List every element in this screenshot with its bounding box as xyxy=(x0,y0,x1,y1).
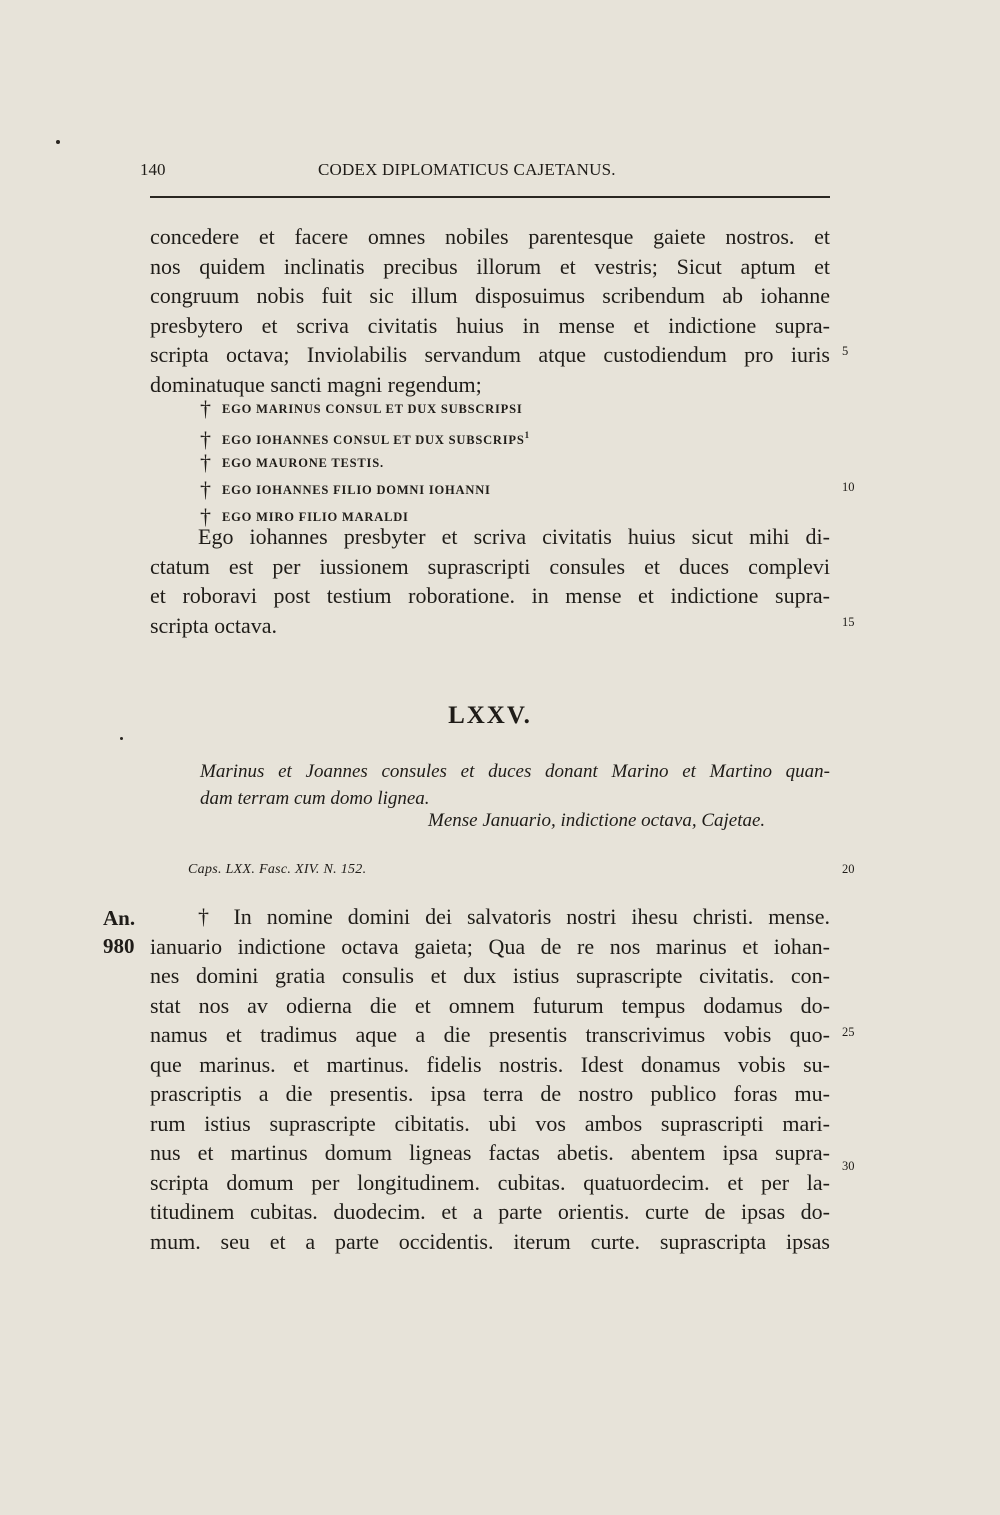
text-line: et roboravi post testium roboratione. in mense et indictione supra- xyxy=(150,583,830,608)
document-number: LXXV. xyxy=(448,702,532,729)
running-title: CODEX DIPLOMATICUS CAJETANUS. xyxy=(318,160,616,179)
margin-year-prefix: An. xyxy=(103,906,136,930)
charter-text-block-1 xyxy=(150,222,830,399)
cross-icon: † xyxy=(200,396,212,421)
archive-source: Caps. LXX. Fasc. XIV. N. 152. xyxy=(188,862,367,877)
summary-line: dam terram cum domo lignea. xyxy=(200,788,430,809)
cross-icon: † xyxy=(200,477,212,502)
text-line: ctatum est per iussionem suprascripti consules et duces complevi xyxy=(150,553,830,579)
text-line: dominatuque sancti magni regendum; xyxy=(150,371,482,397)
text-line: presbytero et scriva civitatis huius in mense et indictione supra- xyxy=(150,312,830,338)
signature-line: † EGO MAURONE TESTIS. xyxy=(200,450,384,475)
signature-line: † EGO MIRO FILIO MARALDI xyxy=(200,504,409,529)
margin-year: 980 xyxy=(103,934,135,958)
header-rule xyxy=(150,196,830,198)
line-number: 10 xyxy=(842,480,855,494)
charter-text-block-2 xyxy=(150,522,830,640)
page-header xyxy=(140,160,830,184)
text-line: nus et martinus domum ligneas factas abetis. abentem ipsa supra- xyxy=(150,1140,830,1165)
line-number: 5 xyxy=(842,344,849,358)
signature-line: † EGO IOHANNES CONSUL ET DUX SUBSCRIPS$^1$ xyxy=(200,427,530,452)
ink-speck xyxy=(120,737,123,740)
summary-line: Marinus et Joannes consules et duces donant Marino et Martino quan- xyxy=(200,761,830,782)
date-place: Mense Januario, indictione octava, Cajetae. xyxy=(428,810,766,831)
text-line: Ego iohannes presbyter et scriva civitatis huius sicut mihi di- xyxy=(198,524,830,549)
text-line: rum istius suprascripte cibitatis. ubi vos ambos suprascripti mari- xyxy=(150,1110,830,1136)
line-number: 15 xyxy=(842,615,855,629)
cross-icon: † xyxy=(200,427,212,452)
signature-line: † EGO MARINUS CONSUL ET DUX SUBSCRIPSI xyxy=(200,396,523,421)
footnote-marker: 1 xyxy=(524,430,530,440)
document-summary xyxy=(200,758,830,812)
page-number: 140 xyxy=(140,160,166,179)
text-line: prascriptis a die presentis. ipsa terra de nostro publico foras mu- xyxy=(150,1081,830,1106)
charter-text-block-3 xyxy=(150,902,830,1256)
cross-icon: † xyxy=(200,450,212,475)
text-line: scripta octava; Inviolabilis servandum atque custodiendum pro iuris xyxy=(150,342,830,367)
line-number: 25 xyxy=(842,1025,855,1039)
text-line: ianuario indictione octava gaieta; Qua de re nos marinus et iohan- xyxy=(150,933,830,959)
text-line: concedere et facere omnes nobiles parentesque gaiete nostros. et xyxy=(150,224,830,249)
text-line: que marinus. et martinus. fidelis nostris. Idest donamus vobis su- xyxy=(150,1051,830,1077)
text-line: titudinem cubitas. duodecim. et a parte orientis. curte de ipsas do- xyxy=(150,1199,830,1224)
text-line: nos quidem inclinatis precibus illorum et vestris; Sicut aptum et xyxy=(150,253,830,279)
cross-icon: † xyxy=(200,504,212,529)
text-line: namus et tradimus aque a die presentis transcrivimus vobis quo- xyxy=(150,1022,830,1047)
text-line: scripta octava. xyxy=(150,612,278,638)
line-number: 20 xyxy=(842,862,855,876)
line-number: 30 xyxy=(842,1159,855,1173)
text-line: stat nos av odierna die et omnem futurum tempus dodamus do- xyxy=(150,992,830,1018)
text-line: nes domini gratia consulis et dux istius suprascripte civitatis. con- xyxy=(150,963,830,988)
text-line: mum. seu et a parte occidentis. iterum curte. suprascripta ipsas xyxy=(150,1228,830,1254)
text-line: † In nomine domini dei salvatoris nostri ihesu christi. mense. xyxy=(198,904,830,929)
text-line: scripta domum per longitudinem. cubitas. quatuordecim. et per la- xyxy=(150,1169,830,1195)
signature-list xyxy=(150,395,830,530)
ink-speck xyxy=(56,140,60,144)
text-line: congruum nobis fuit sic illum disposuimus scribendum ab iohanne xyxy=(150,283,830,308)
signature-line: † EGO IOHANNES FILIO DOMNI IOHANNI xyxy=(200,477,491,502)
